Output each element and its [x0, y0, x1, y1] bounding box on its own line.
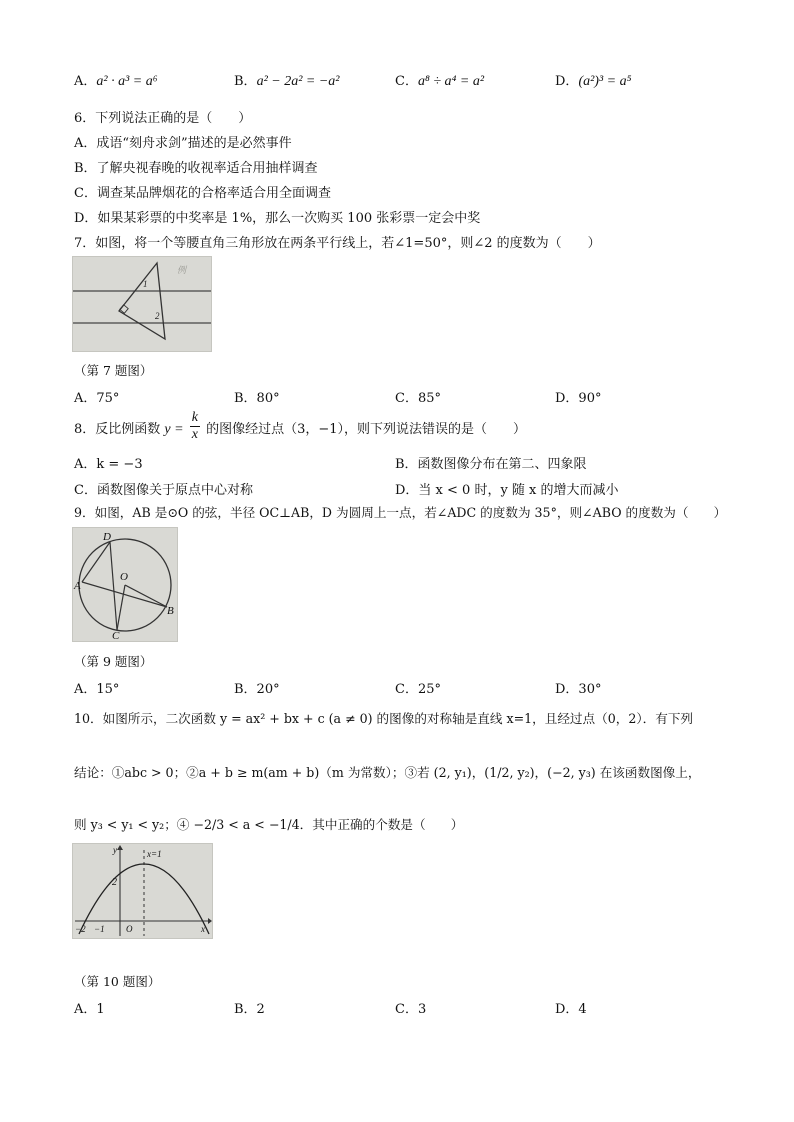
q8-option-d: D．当 x < 0 时，y 随 x 的增大而减小: [395, 483, 619, 498]
q10-figure: [72, 843, 213, 939]
q9-segment-dc: [110, 542, 117, 630]
q8-option-c: C．函数图像关于原点中心对称: [74, 483, 253, 498]
q8-fraction-den: x: [191, 427, 198, 442]
q10-label-x1: x=1: [147, 849, 162, 859]
q5-option-a: [74, 70, 158, 90]
q8-func-y: y =: [164, 422, 184, 437]
q9-option-c: C．25°: [395, 682, 441, 697]
q10-x-axis-arrow: [208, 918, 212, 924]
q7-angle-2-label: 2: [155, 311, 160, 321]
q5-option-d-label: D．: [555, 74, 579, 89]
q9-figure: [72, 527, 178, 642]
q5-option-c: [395, 70, 484, 90]
q10-line-3: 则 y₃ < y₁ < y₂；④ −2/3 < a < −1/4．其中正确的个数是（ ）: [74, 817, 464, 832]
q7-option-a: A．75°: [74, 391, 120, 406]
q9-label-c: C: [112, 630, 120, 641]
q6-option-b: B．了解央视春晚的收视率适合用抽样调查: [74, 161, 318, 176]
q9-segment-da: [82, 542, 110, 582]
q10-caption: （第 10 题图）: [74, 974, 161, 989]
q5-option-d-expr: (a²)³ = a⁵: [578, 74, 632, 89]
q10-line-2: 结论：①abc > 0；②a + b ≥ m(am + b)（m 为常数）；③若 (2, y₁)，(1/2, y₂)，(−2, y₃) 在该函数图像上，: [74, 765, 701, 780]
q7-triangle: [119, 263, 165, 339]
q9-radius-oc: [117, 585, 125, 630]
q5-option-b-label: B．: [234, 74, 257, 89]
q10-label-origin: O: [126, 924, 133, 934]
q8-fraction-num: k: [191, 410, 198, 425]
q7-option-c: C．85°: [395, 391, 441, 406]
q10-line-1: 10．如图所示，二次函数 y = ax² + bx + c (a ≠ 0) 的图像的对称轴是直线 x=1，且经过点（0，2）．有下列: [74, 711, 694, 726]
q10-option-b: B．2: [234, 1002, 265, 1017]
q8-stem-post: 的图像经过点（3，−1），则下列说法错误的是（ ）: [206, 422, 527, 437]
q9-option-a: A．15°: [74, 682, 120, 697]
q9-figure-svg: [73, 528, 177, 641]
q8-option-a: A．k = −3: [74, 457, 143, 472]
q10-y-axis-arrow: [117, 845, 123, 850]
q10-label-x: x: [201, 924, 205, 934]
q5-option-c-expr: a⁸ ÷ a⁴ = a²: [417, 74, 485, 89]
q7-figure: [72, 256, 212, 352]
q9-label-a: A: [74, 580, 81, 592]
q10-figure-svg: [73, 844, 212, 938]
q6-option-d: D．如果某彩票的中奖率是 1%，那么一次购买 100 张彩票一定会中奖: [74, 211, 481, 226]
q9-stem: 9．如图，AB 是⊙O 的弦，半径 OC⊥AB，D 为圆周上一点，若∠ADC 的度数为 35°，则∠ABO 的度数为（ ）: [74, 505, 727, 520]
q5-option-d: [555, 70, 631, 90]
q10-label-2: 2: [112, 877, 117, 888]
q9-label-o: O: [120, 571, 128, 583]
q10-label-neg2: −2: [75, 924, 86, 934]
q7-bleed-text: 例: [177, 265, 187, 275]
q7-caption: （第 7 题图）: [74, 363, 153, 378]
q8-fraction: [190, 410, 200, 443]
q10-option-a: A．1: [74, 1002, 105, 1017]
q6-option-a: A．成语“刻舟求剑”描述的是必然事件: [74, 136, 292, 151]
q9-label-d: D: [103, 531, 111, 543]
q5-option-a-expr: a² · a³ = a⁶: [96, 74, 158, 89]
q9-option-b: B．20°: [234, 682, 280, 697]
q9-caption: （第 9 题图）: [74, 654, 153, 669]
q8-stem-pre: 8．反比例函数: [74, 422, 161, 437]
q9-option-d: D．30°: [555, 682, 602, 697]
q6-stem: 6．下列说法正确的是（ ）: [74, 111, 252, 126]
q8-stem: [74, 410, 526, 446]
q10-option-d: D．4: [555, 1002, 587, 1017]
q5-option-c-label: C．: [395, 74, 418, 89]
q10-label-y: y: [113, 845, 117, 855]
q7-option-b: B．80°: [234, 391, 280, 406]
q10-label-neg1: −1: [94, 924, 105, 934]
q7-angle-1-label: 1: [143, 279, 148, 289]
q9-label-b: B: [167, 605, 174, 617]
q6-option-c: C．调查某品牌烟花的合格率适合用全面调查: [74, 186, 331, 201]
q7-stem: 7．如图，将一个等腰直角三角形放在两条平行线上，若∠1=50°，则∠2 的度数为（ ）: [74, 236, 601, 251]
q7-option-d: D．90°: [555, 391, 602, 406]
q7-figure-svg: [73, 257, 211, 351]
q10-option-c: C．3: [395, 1002, 427, 1017]
q5-option-b-expr: a² − 2a² = −a²: [256, 74, 340, 89]
q8-option-b: B．函数图像分布在第二、四象限: [395, 457, 587, 472]
q5-option-a-label: A．: [74, 74, 97, 89]
q5-option-b: [234, 70, 340, 90]
